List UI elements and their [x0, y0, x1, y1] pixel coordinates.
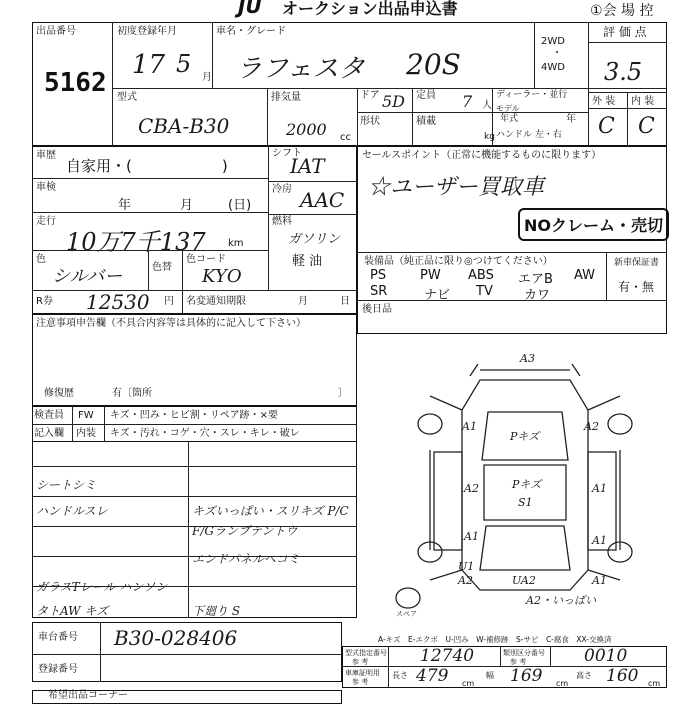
first-reg-label: 初度登録年月: [117, 26, 177, 37]
inspector-label-2: 記入欄: [34, 428, 64, 439]
shift-label: シフト: [272, 148, 302, 159]
diagram-label-0: A1: [462, 420, 477, 433]
category-ref: 参 考: [510, 658, 527, 666]
height-unit: cm: [648, 679, 661, 688]
diagram-label-4: A1: [592, 534, 607, 547]
exterior-grade: C: [598, 114, 615, 139]
diagram-hood: Pキズ: [510, 430, 540, 443]
repair-history-label: 修復歴: [44, 388, 74, 399]
model-year-label: モデル: [496, 104, 520, 113]
lot-number: 5162: [44, 68, 107, 98]
color-label: 色: [36, 254, 46, 265]
color-value: シルバー: [52, 266, 123, 287]
type-code-value: CBA-B30: [138, 114, 230, 138]
diagram-label-8: UA2: [512, 574, 536, 587]
dealer-label: ディーラー・並行: [496, 90, 568, 100]
interior-grade: C: [638, 114, 655, 139]
model-grade: 20S: [406, 48, 461, 81]
damage-diagram: [360, 340, 690, 620]
certified-value: 12740: [420, 646, 475, 666]
inspector-note: ハンドルスレ: [36, 504, 108, 518]
length-unit: cm: [462, 679, 475, 688]
ac-value: AAC: [300, 188, 345, 212]
first-reg-year: 17: [132, 50, 166, 80]
fuel-gasoline: ガソリン: [288, 232, 341, 247]
diagram-spare: スペア: [396, 610, 417, 618]
name-change-day: 日: [340, 296, 350, 307]
r-price-unit: 円: [164, 296, 174, 307]
inspector-note: タトAW キズ: [36, 604, 109, 618]
usage-label: 車歴: [36, 150, 56, 161]
inspection-month: 月: [180, 198, 194, 213]
mileage-label: 走行: [36, 216, 56, 227]
width-unit: cm: [556, 679, 569, 688]
equipment-item: ABS: [468, 268, 494, 283]
equipment-item: TV: [476, 284, 493, 299]
usage-value: 自家用・( ): [66, 157, 228, 175]
interior-grade-label: 内 装: [631, 96, 655, 107]
fw-items: キズ・凹み・ヒビ割・リペア跡・×要: [110, 410, 278, 421]
diagram-note: A2・いっぱい: [526, 594, 596, 607]
notes-label: 注意事項申告欄（不具合内容等は具体的に記入して下さい）: [36, 318, 306, 329]
inspector-note: F/Gランプテントウ: [192, 524, 298, 538]
diagram-label-6: A2: [458, 574, 473, 587]
certified-ref: 参 考: [352, 658, 369, 666]
paint-change-label: 色替: [152, 262, 172, 273]
mileage-unit: km: [228, 238, 244, 249]
form-title: オークション出品申込書: [282, 0, 458, 18]
certified-label: 型式指定番号: [345, 649, 387, 657]
diagram-a3: A3: [520, 352, 535, 365]
interior-label: 内装: [76, 428, 96, 439]
sales-point-text: ☆ユーザー買取車: [368, 175, 545, 200]
registration-label: 登録番号: [38, 664, 78, 675]
auction-logo: JU: [238, 0, 262, 18]
fw-label: FW: [78, 410, 94, 421]
model-year-label2: 年式: [500, 114, 519, 124]
equipment-item: AW: [574, 268, 596, 283]
damage-legend: A-キズ E-エクボ U-凹み W-補修跡 S-サビ C-腐食 XX-交換済: [378, 635, 612, 644]
handle-label: ハンドル 左・右: [496, 130, 562, 140]
first-reg-month-unit: 月: [202, 72, 212, 83]
sales-point-label: セールスポイント（正常に機能するものに限ります）: [362, 150, 602, 161]
score-value: 3.5: [604, 58, 643, 86]
inspector-note: ガラスTレール ハンソン: [36, 580, 168, 594]
ac-label: 冷房: [272, 184, 292, 195]
lot-number-label: 出品番号: [36, 26, 76, 37]
aftermarket-label: 後日品: [362, 304, 392, 315]
name-change-month: 月: [298, 296, 308, 307]
drive-dot: ・: [552, 48, 562, 59]
equipment-label: 装備品（純正品に限り◎つけてください）: [364, 256, 553, 267]
drive-2wd: 2WD: [541, 36, 565, 47]
equipment-item: SR: [370, 284, 388, 299]
equipment-item: PS: [370, 268, 387, 283]
chassis-value: B30-028406: [114, 626, 238, 650]
model-year-unit: 年: [566, 114, 576, 125]
garage-cert-ref: 参 考: [352, 678, 369, 686]
footer-text: 希望出品コーナー: [48, 690, 128, 701]
inspection-label: 車検: [36, 182, 56, 193]
equipment-item: カワ: [524, 288, 551, 303]
color-code-value: KYO: [202, 266, 242, 287]
diagram-label-1: A2: [584, 420, 599, 433]
height-label: 高さ: [576, 671, 592, 680]
interior-items: キズ・汚れ・コゲ・穴・スレ・キレ・破レ: [110, 428, 300, 439]
category-value: 0010: [584, 646, 628, 666]
shape-label: 形状: [360, 116, 380, 127]
score-label: 評 価 点: [603, 25, 647, 39]
equipment-item: ナビ: [424, 288, 451, 303]
model-label: 車名・グレード: [216, 26, 286, 37]
fuel-diesel: 軽 油: [292, 254, 323, 269]
no-claim-stamp: NOクレーム・売切: [518, 208, 669, 241]
displacement-value: 2000: [286, 120, 327, 139]
equipment-item: エアB: [518, 272, 553, 287]
inspector-note: 下廻り S: [192, 604, 241, 618]
diagram-label-2: A1: [592, 482, 607, 495]
new-car-warranty-label: 新車保証書: [614, 258, 660, 268]
chassis-label: 車台番号: [38, 632, 78, 643]
capacity-unit: 人: [482, 100, 492, 111]
model-name: ラフェスタ: [236, 54, 365, 84]
inspector-note: シートシミ: [36, 478, 97, 492]
mileage-value: 10万7千137: [66, 228, 206, 256]
inspector-label: 検査員: [34, 410, 64, 421]
first-reg-month: 5: [176, 50, 192, 78]
capacity-value: 7: [462, 92, 473, 111]
length-label: 長さ: [392, 671, 408, 680]
capacity-label: 定員: [416, 90, 436, 101]
diagram-roof: Pキズ: [512, 478, 542, 491]
inspection-day: (日): [228, 198, 252, 213]
inspection-year: 年: [118, 198, 132, 213]
fuel-label: 燃料: [272, 216, 292, 227]
garage-cert-label: 車庫証明用: [345, 669, 380, 677]
payload-label: 積載: [416, 116, 436, 127]
width-value: 169: [510, 666, 543, 686]
new-car-warranty-value: 有・無: [618, 280, 655, 294]
drive-4wd: 4WD: [541, 62, 565, 73]
displacement-unit: cc: [340, 132, 351, 143]
width-label: 幅: [486, 671, 494, 680]
inspector-note: エンドパネルヘコミ: [192, 552, 300, 566]
category-label: 類別区分番号: [503, 649, 545, 657]
height-value: 160: [606, 666, 639, 686]
length-value: 479: [416, 666, 449, 686]
name-change-label: 名変通知期限: [186, 296, 246, 307]
color-code-label: 色コード: [186, 254, 226, 265]
diagram-roof-s: S1: [518, 496, 533, 509]
diagram-label-9: A1: [464, 530, 479, 543]
r-price-value: 12530: [86, 290, 150, 314]
repair-history-value: 有〔箇所: [112, 388, 152, 399]
displacement-label: 排気量: [271, 92, 301, 103]
venue-copy-label: ①会 場 控: [590, 3, 654, 19]
doors-label: ドア: [360, 90, 380, 101]
repair-history-close: 〕: [338, 388, 348, 399]
r-price-label: R券: [36, 296, 53, 307]
type-code-label: 型式: [117, 92, 137, 103]
inspector-note: キズいっぱい・スリキズ P/C: [192, 504, 349, 518]
exterior-grade-label: 外 装: [592, 96, 616, 107]
diagram-label-5: U1: [458, 560, 475, 573]
doors-value: 5D: [382, 92, 406, 111]
equipment-item: PW: [420, 268, 441, 283]
payload-unit: kg: [484, 132, 495, 142]
shift-value: IAT: [290, 154, 325, 178]
diagram-label-7: A1: [592, 574, 607, 587]
diagram-label-3: A2: [464, 482, 479, 495]
